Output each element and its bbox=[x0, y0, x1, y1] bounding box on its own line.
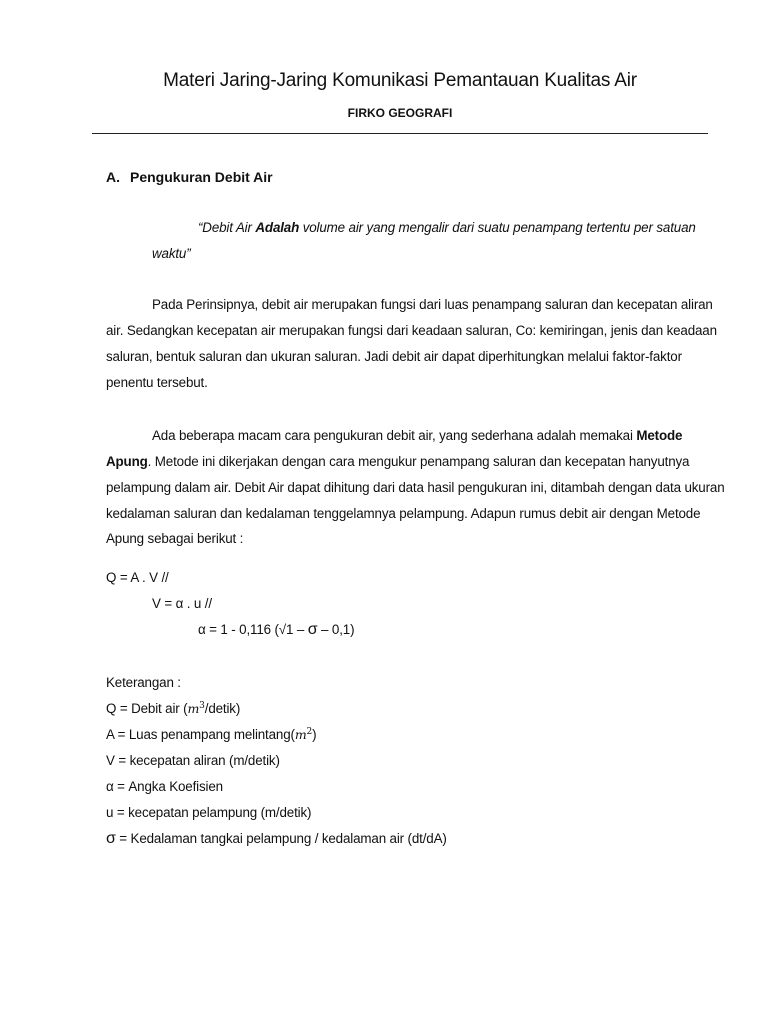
notes-heading: Keterangan : bbox=[106, 675, 181, 690]
note-q-unit: $m^3$ bbox=[187, 701, 205, 716]
note-a-close: ) bbox=[312, 727, 317, 742]
header-divider bbox=[92, 133, 708, 134]
paragraph-2-bold-2: Apung bbox=[106, 454, 148, 469]
formula-q: Q = A . V // bbox=[106, 570, 169, 585]
note-q-unit-rest: /detik) bbox=[204, 701, 241, 716]
note-sigma-text: = Kedalaman tangkai pelampung / kedalaman air (dt/dA) bbox=[115, 831, 447, 846]
document-title: Materi Jaring-Jaring Komunikasi Pemantauan Kualitas Air bbox=[163, 70, 637, 91]
note-u: u = kecepatan pelampung (m/detik) bbox=[106, 805, 312, 820]
note-alpha: α = Angka Koefisien bbox=[106, 779, 223, 794]
paragraph-1-line-4: penentu tersebut. bbox=[106, 375, 208, 390]
document-subtitle: FIRKO GEOGRAFI bbox=[347, 106, 453, 120]
section-heading bbox=[106, 169, 273, 185]
paragraph-1-line-1: Pada Perinsipnya, debit air merupakan fungsi dari luas penampang saluran dan kecepatan aliran bbox=[152, 297, 713, 312]
formula-alpha-pre: α = 1 - 0,116 (√1 – bbox=[198, 622, 308, 637]
note-sigma bbox=[106, 830, 447, 848]
paragraph-1-line-3: saluran, bentuk saluran dan ukuran saluran. Jadi debit air dapat diperhitungkan melalui faktor-faktor bbox=[106, 349, 682, 364]
paragraph-2-line-4: kedalaman saluran dan kedalaman tenggelamnya pelampung. Adapun rumus debit air dengan Metode bbox=[106, 506, 701, 521]
formula-alpha bbox=[198, 621, 354, 639]
definition-text-rest: volume air yang mengalir dari suatu penampang tertentu per satuan bbox=[299, 220, 696, 235]
paragraph-1-line-2: air. Sedangkan kecepatan air merupakan fungsi dari keadaan saluran, Co: kemiringan, jenis dan keadaan bbox=[106, 323, 717, 338]
paragraph-2-bold: Metode bbox=[636, 428, 683, 443]
note-a-unit: $m^2$ bbox=[294, 727, 313, 742]
paragraph-2-text-2: . Metode ini dikerjakan dengan cara mengukur penampang saluran dan kecepatan hanyutnya bbox=[147, 454, 690, 469]
definition-text-end: waktu” bbox=[152, 246, 191, 261]
sigma-symbol: σ bbox=[307, 621, 318, 638]
note-a bbox=[106, 727, 316, 742]
definition-text: “Debit Air bbox=[198, 220, 256, 235]
formula-v: V = α . u // bbox=[152, 596, 212, 611]
paragraph-2-line-1 bbox=[152, 428, 682, 443]
formula-alpha-post: – 0,1) bbox=[317, 622, 355, 637]
note-q-label: Q = Debit air ( bbox=[106, 701, 188, 716]
note-sigma-symbol: σ bbox=[106, 830, 116, 847]
definition-bold: Adalah bbox=[255, 220, 300, 235]
note-v: V = kecepatan aliran (m/detik) bbox=[106, 753, 280, 768]
paragraph-2-line-5: Apung sebagai berikut : bbox=[106, 531, 244, 546]
definition-line-2 bbox=[152, 246, 191, 261]
note-q bbox=[106, 701, 240, 716]
paragraph-2-line-3: pelampung dalam air. Debit Air dapat dihitung dari data hasil pengukuran ini, ditambah dengan data ukuran bbox=[106, 480, 725, 495]
note-a-label: A = Luas penampang melintang( bbox=[106, 727, 295, 742]
section-number: A. bbox=[106, 169, 120, 185]
section-title: Pengukuran Debit Air bbox=[130, 169, 273, 185]
definition-line-1 bbox=[198, 220, 696, 235]
paragraph-2-line-2 bbox=[106, 454, 689, 469]
paragraph-2-text: Ada beberapa macam cara pengukuran debit air, yang sederhana adalah memakai bbox=[152, 428, 637, 443]
